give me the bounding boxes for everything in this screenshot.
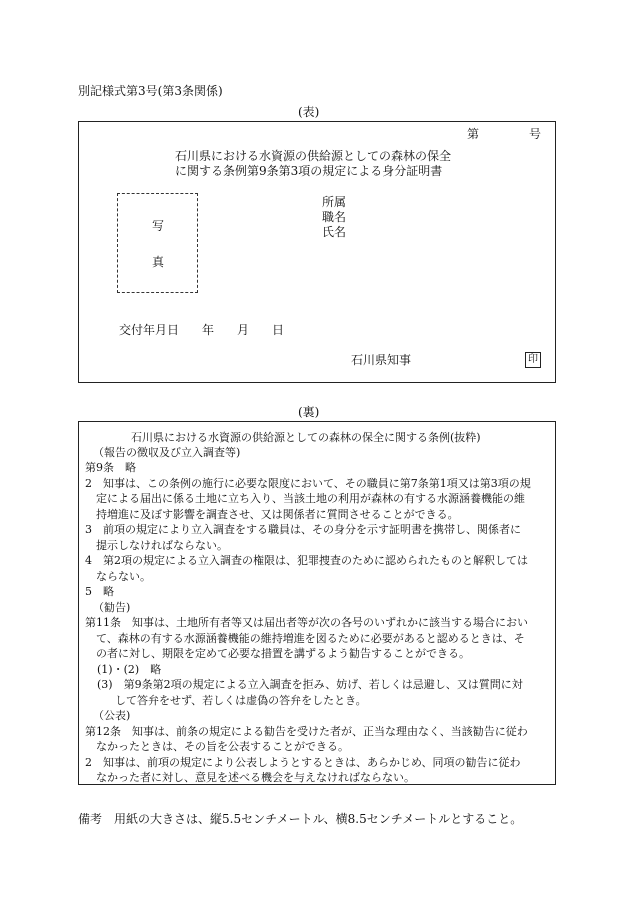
card-number-suffix: 号 [529, 127, 542, 141]
photo-char-2: 真 [152, 255, 165, 269]
issue-month-label: 月 [237, 323, 250, 337]
photo-placeholder [117, 193, 198, 293]
photo-char-1: 写 [152, 219, 165, 233]
back-side-label: (裏) [298, 405, 320, 419]
front-side-label: (表) [298, 105, 320, 119]
back-line-item: なかったときは、その旨を公表することができる。 [85, 740, 349, 753]
back-line-item: 2 知事は、前項の規定により公表しようとするときは、あらかじめ、同項の勧告に従わ [85, 756, 521, 769]
issuer-name: 石川県知事 [351, 353, 412, 367]
back-line-item: 提示しなければならない。 [85, 539, 228, 552]
back-line-item: ならない。 [85, 570, 151, 583]
back-line-item: 5 略 [85, 585, 114, 598]
issue-date-label: 交付年月日 [119, 323, 180, 337]
back-article-9: 第9条 略 [85, 461, 136, 474]
back-title: 石川県における水資源の供給源としての森林の保全に関する条例(抜粋) [131, 431, 481, 444]
field-affiliation: 所属 [322, 195, 347, 209]
issue-year-label: 年 [202, 323, 215, 337]
issue-day-label: 日 [272, 323, 285, 337]
back-line-item: 持増進に及ぼす影響を調査させ、又は関係者に質問させることができる。 [85, 508, 459, 521]
card-title-line1: 石川県における水資源の供給源としての森林の保全 [175, 149, 452, 163]
back-line-item: 4 第2項の規定による立入調査の権限は、犯罪捜査のために認められたものと解釈しては [85, 554, 528, 567]
remarks-note: 備考 用紙の大きさは、縦5.5センチメートル、横8.5センチメートルとすること。 [78, 812, 523, 826]
back-heading-report: （報告の徴収及び立入調査等) [93, 446, 241, 459]
field-position: 職名 [322, 210, 347, 224]
back-heading-advice: （勧告) [93, 601, 131, 614]
back-article-11: 第11条 知事は、土地所有者等又は届出者等が次の各号のいずれかに該当する場合におい [85, 616, 528, 629]
back-article-12: 第12条 知事は、前条の規定による勧告を受けた者が、正当な理由なく、当該勧告に従わ [85, 725, 528, 738]
back-line-item: (1)・(2) 略 [97, 663, 162, 676]
back-line-item: 2 知事は、この条例の施行に必要な限度において、その職員に第7条第1項又は第3項の規 [85, 477, 531, 490]
form-title: 別記様式第3号(第3条関係) [78, 84, 223, 98]
seal-mark: 印 [525, 352, 541, 368]
field-name: 氏名 [322, 225, 347, 239]
id-card-back [78, 421, 556, 785]
id-card-front [78, 121, 556, 383]
card-title-line2: に関する条例第9条第3項の規定による身分証明書 [175, 164, 443, 178]
back-line-item: なかった者に対し、意見を述べる機会を与えなければならない。 [85, 771, 415, 784]
back-line-item: 定による届出に係る土地に立ち入り、当該土地の利用が森林の有する水源涵養機能の維 [85, 492, 525, 505]
back-line-item: て、森林の有する水源涵養機能の維持増進を図るために必要があると認めるときは、そ [85, 632, 525, 645]
back-line-item: (3) 第9条第2項の規定による立入調査を拒み、妨げ、若しくは忌避し、又は質問に対 [97, 678, 523, 691]
card-number-label: 第 [467, 127, 480, 141]
back-heading-publication: （公表) [93, 709, 131, 722]
back-line-item: 3 前項の規定により立入調査をする職員は、その身分を示す証明書を携帯し、関係者に [85, 523, 521, 536]
back-line-item: の者に対し、期限を定めて必要な措置を講ずるよう勧告することができる。 [85, 647, 470, 660]
back-line-item: して答弁をせず、若しくは虚偽の答弁をしたとき。 [115, 694, 367, 707]
